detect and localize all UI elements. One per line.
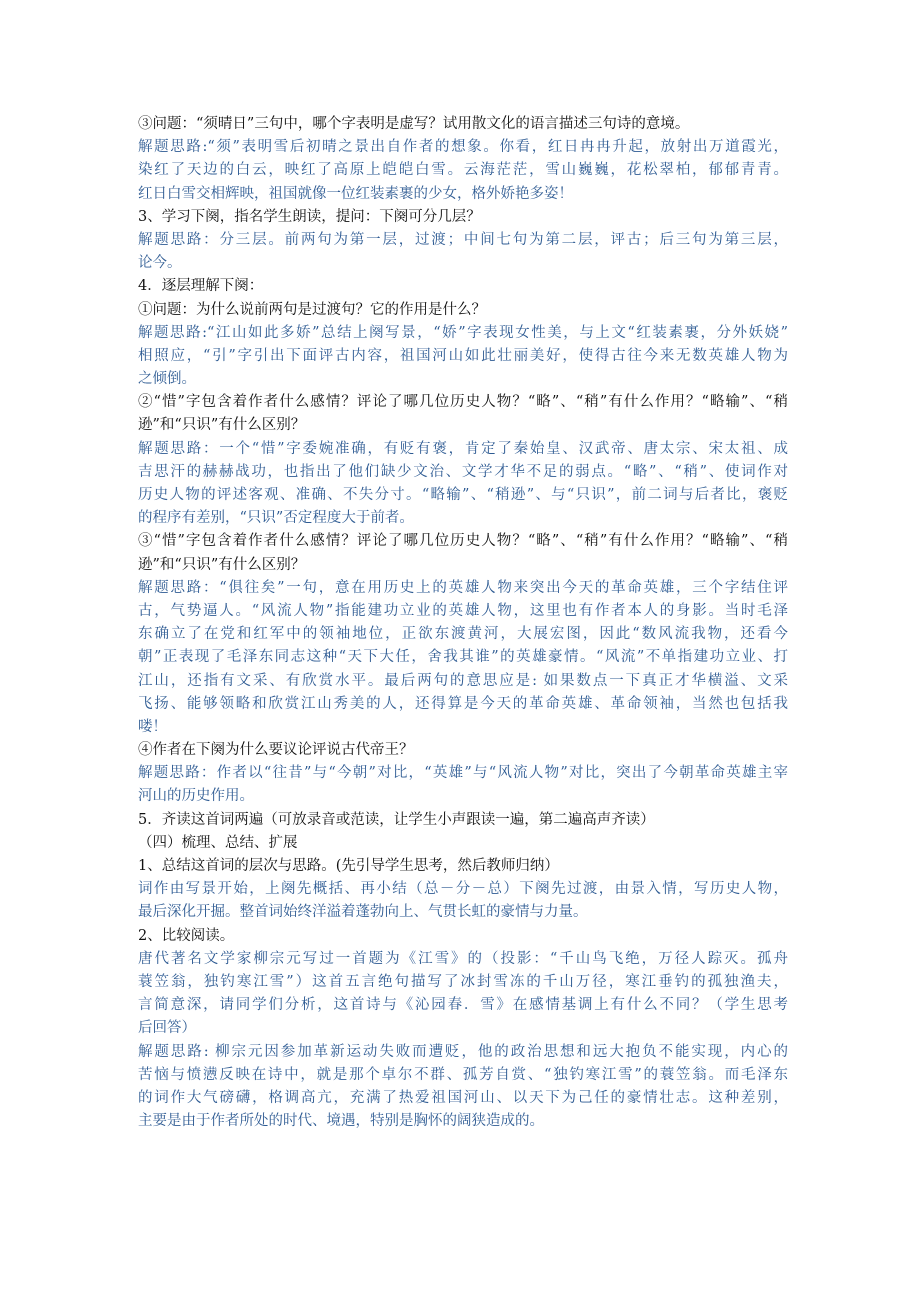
text-line: 主要是由于作者所处的时代、境遇，特别是胸怀的阔狭造成的。 (138, 1113, 544, 1130)
text-line: 逊”和“只识”有什么区别？ (138, 556, 306, 573)
text-line: 朝”正表现了毛泽东同志这种“天下大任，舍我其谁”的英雄豪情。“风流”不单指建功立业、打 (138, 649, 788, 666)
text-line: 解题思路：一个“惜”字委婉准确，有贬有褒，肯定了秦始皇、汉武帝、唐太宗、宋太祖、成 (138, 440, 788, 457)
text-line: 江山，还指有文采、有欣赏水平。最后两句的意思应是: 如果数点一下真正才华横溢、文采 (138, 672, 788, 689)
text-line: 言简意深，请同学们分析，这首诗与《沁园春．雪》在感情基调上有什么不同？（学生思考 (138, 997, 788, 1014)
text-line: 之倾倒。 (138, 371, 196, 388)
text-line: 苦恼与愤懑反映在诗中，就是那个卓尔不群、孤芳自赏、“独钓寒江雪”的蓑笠翁。而毛泽东 (138, 1066, 788, 1083)
text-line: 喽！ (138, 718, 167, 735)
text-line: 历史人物的评述客观、准确、不失分寸。“略输”、“稍逊”、与“只识”，前二词与后者比，褒贬 (138, 487, 788, 503)
text-line: 后回答） (138, 1020, 196, 1037)
text-line: 1、总结这首词的层次与思路。(先引导学生思考，然后教师归纳） (138, 858, 559, 874)
text-line: 解题思路:“须”表明雪后初晴之景出自作者的想象。你看，红日冉冉升起，放射出万道霞光， (138, 139, 788, 156)
text-line: 的词作大气磅礴，格调高亢，充满了热爱祖国河山、以天下为己任的豪情壮志。这种差别， (138, 1089, 788, 1106)
text-line: 东确立了在党和红军中的领袖地位，正欲东渡黄河，大展宏图，因此“数风流我物，还看今 (138, 626, 788, 643)
text-line: （四）梳理、总结、扩展 (138, 834, 298, 851)
text-line: 的程序有差别，“只识”否定程度大于前者。 (138, 510, 414, 527)
text-line: 解题思路：作者以“往昔”与“今朝”对比，“英雄”与“风流人物”对比，突出了今朝革命英雄主宰 (138, 765, 788, 782)
text-line: 最后深化开掘。整首词始终洋溢着蓬勃向上、气贯长虹的豪情与力量。 (138, 904, 588, 921)
text-line: 解题思路：“俱往矣”一句，意在用历史上的英雄人物来突出今天的革命英雄，三个字结住评 (138, 579, 788, 596)
text-line: 唐代著名文学家柳宗元写过一首题为《江雪》的（投影：“千山鸟飞绝，万径人踪灭。孤舟 (138, 950, 788, 967)
text-line: ③问题：“须晴日”三句中，哪个字表明是虚写？试用散文化的语言描述三句诗的意境。 (138, 116, 690, 132)
text-line: 3、学习下阕，指名学生朗读，提问：下阕可分几层？ (138, 208, 481, 225)
text-line: 相照应，“引”字引出下面评古内容，祖国河山如此壮丽美好，使得古往今来无数英雄人物为 (138, 347, 788, 364)
document-page (138, 113, 788, 1133)
text-line: 红日白雪交相辉映，祖国就像一位红装素裹的少女，格外娇艳多姿！ (138, 185, 573, 202)
text-line: 词作由写景开始，上阕先概括、再小结（总－分－总）下阕先过渡，由景入情，写历史人物， (138, 881, 788, 898)
text-line: ①问题：为什么说前两句是过渡句？它的作用是什么？ (138, 301, 486, 318)
text-line: 5．齐读这首词两遍（可放录音或范读，让学生小声跟读一遍，第二遍高声齐读） (138, 811, 655, 828)
text-line: 河山的历史作用。 (138, 788, 254, 805)
text-line: 蓑笠翁，独钓寒江雪”）这首五言绝句描写了冰封雪冻的千山万径，寒江垂钓的孤独渔夫， (138, 973, 788, 990)
text-line: 论今。 (138, 255, 182, 272)
text-line: 解题思路: 柳宗元因参加革新运动失败而遭贬，他的政治思想和远大抱负不能实现，内心的 (138, 1043, 788, 1060)
text-line: ④作者在下阕为什么要议论评说古代帝王？ (138, 742, 414, 759)
text-line: 4．逐层理解下阕： (138, 278, 264, 295)
text-line: 飞扬、能够领略和欣赏江山秀美的人，还得算是今天的革命英雄、革命领袖，当然也包括我 (138, 695, 788, 712)
text-line: 古，气势逼人。“风流人物”指能建功立业的英雄人物，这里也有作者本人的身影。当时毛泽 (138, 602, 788, 619)
text-line: 2、比较阅读。 (138, 927, 235, 944)
text-line: 染红了天边的白云，映红了高原上皑皑白雪。云海茫茫，雪山巍巍，花松翠柏，郁郁青青。 (138, 162, 788, 179)
text-line: 吉思汗的赫赫战功，也指出了他们缺少文治、文学才华不足的弱点。“略”、“稍”、使词作对 (138, 463, 788, 480)
text-line: 解题思路：分三层。前两句为第一层，过渡；中间七句为第二层，评古；后三句为第三层， (138, 231, 788, 248)
text-line: 解题思路:“江山如此多娇”总结上阕写景，“娇”字表现女性美，与上文“红装素裹，分外妖娆” (138, 324, 788, 341)
text-line: ③“惜”字包含着作者什么感情？评论了哪几位历史人物？“略”、“稍”有什么作用？“略输”、“稍 (138, 533, 788, 550)
text-line: 逊”和“只识”有什么区别？ (138, 417, 306, 434)
text-line: ②“惜”字包含着作者什么感情？评论了哪几位历史人物？“略”、“稍”有什么作用？“略输”、“稍 (138, 394, 788, 411)
